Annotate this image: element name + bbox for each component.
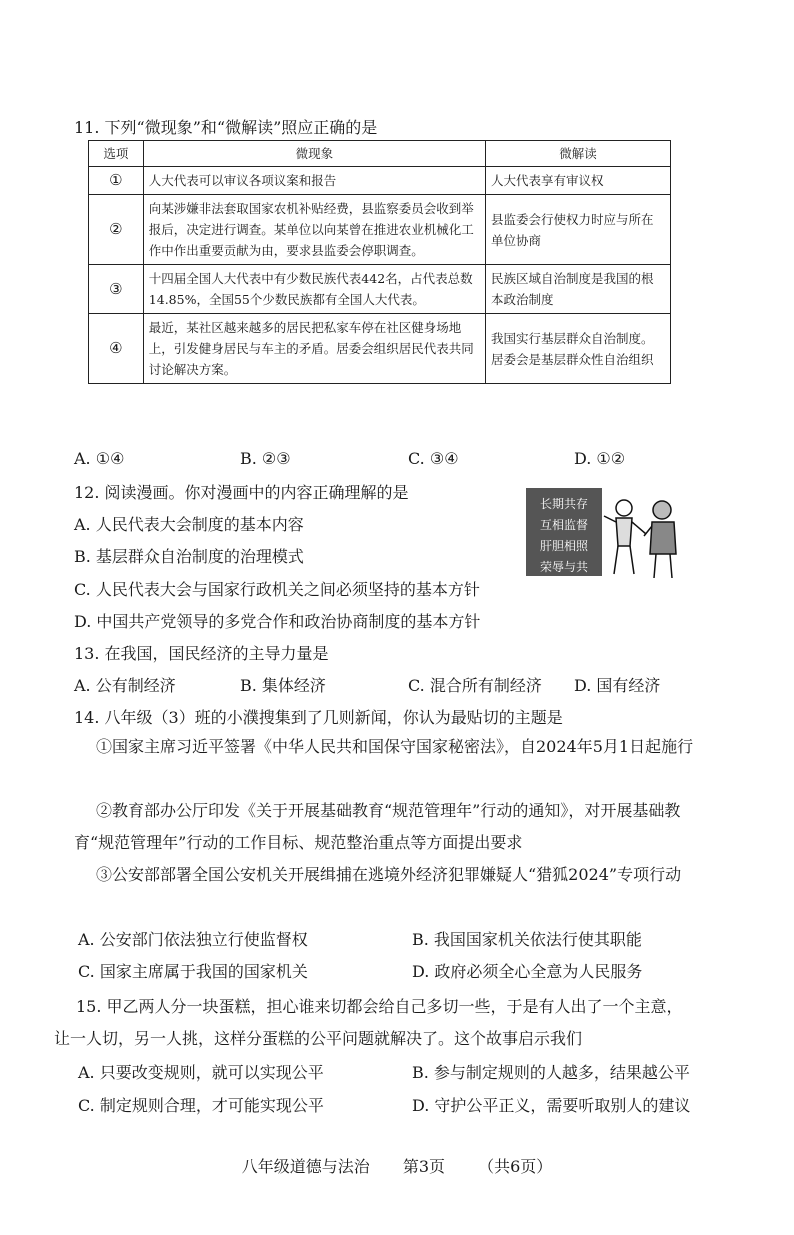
row-num: ②: [89, 195, 144, 265]
row-phenomenon: 最近，某社区越来越多的居民把私家车停在社区健身场地上，引发健身居民与车主的矛盾。居委会组织居民代表共同讨论解决方案。: [143, 314, 485, 384]
table-row: [89, 167, 671, 195]
q14-option-d[interactable]: D. 政府必须全心全意为人民服务: [412, 962, 643, 981]
q12-option-c[interactable]: C. 人民代表大会与国家行政机关之间必须坚持的基本方针: [74, 580, 480, 599]
q11-option-a[interactable]: A. ①④: [74, 449, 125, 468]
footer-page: 第3页: [402, 1157, 445, 1176]
row-reading: 县监委会行使权力时应与所在单位协商: [485, 195, 670, 265]
row-phenomenon: 人大代表可以审议各项议案和报告: [143, 167, 485, 195]
row-reading: 我国实行基层群众自治制度。居委会是基层群众性自治组织: [485, 314, 670, 384]
cartoon-text-4: 荣辱与共: [539, 560, 589, 574]
q13-option-d[interactable]: D. 国有经济: [574, 676, 661, 695]
q14-news-3: ③公安部部署全国公安机关开展缉捕在逃境外经济犯罪嫌疑人“猎狐2024”专项行动: [96, 865, 682, 884]
row-reading: 人大代表享有审议权: [485, 167, 670, 195]
q11-stem: 11. 下列“微现象”和“微解读”照应正确的是: [74, 118, 378, 137]
q14-option-a[interactable]: A. 公安部门依法独立行使监督权: [78, 930, 308, 949]
cartoon-person-1: [604, 500, 646, 574]
row-phenomenon: 十四届全国人大代表中有少数民族代表442名，占代表总数14.85%，全国55个少数民族都有全国人大代表。: [143, 265, 485, 314]
table-header-row: [89, 141, 671, 167]
q13-option-a[interactable]: A. 公有制经济: [74, 676, 176, 695]
row-reading: 民族区域自治制度是我国的根本政治制度: [485, 265, 670, 314]
q11-option-b[interactable]: B. ②③: [240, 449, 291, 468]
q13-stem: 13. 在我国，国民经济的主导力量是: [74, 644, 329, 663]
cartoon-text-2: 互相监督: [539, 518, 589, 532]
q11-option-c[interactable]: C. ③④: [408, 449, 459, 468]
q15-stem-line1: 15. 甲乙两人分一块蛋糕，担心谁来切都会给自己多切一些，于是有人出了一个主意，: [76, 997, 683, 1016]
q12-cartoon: [524, 486, 688, 584]
q14-news-1: ①国家主席习近平签署《中华人民共和国保守国家秘密法》，自2024年5月1日起施行: [96, 737, 694, 756]
q11-table: [88, 140, 671, 384]
header-option: 选项: [89, 141, 144, 167]
table-row: [89, 314, 671, 384]
row-num: ③: [89, 265, 144, 314]
q13-option-b[interactable]: B. 集体经济: [240, 676, 326, 695]
row-num: ①: [89, 167, 144, 195]
footer-total: （共6页）: [478, 1157, 553, 1176]
cartoon-illustration: [524, 486, 688, 584]
q14-news-2: ②教育部办公厅印发《关于开展基础教育“规范管理年”行动的通知》，对开展基础教育“规范管理年”行动的工作目标、规范整治重点等方面提出要求: [74, 801, 681, 852]
footer-subject: 八年级道德与法治: [241, 1157, 370, 1176]
cartoon-text-3: 肝胆相照: [539, 539, 589, 553]
q14-stem: 14. 八年级（3）班的小濮搜集到了几则新闻，你认为最贴切的主题是: [74, 708, 563, 727]
row-phenomenon: 向某涉嫌非法套取国家农机补贴经费，县监察委员会收到举报后，决定进行调查。某单位以向某曾在推进农业机械化工作中作出重要贡献为由，要求县监委会停职调查。: [143, 195, 485, 265]
q12-option-d[interactable]: D. 中国共产党领导的多党合作和政治协商制度的基本方针: [74, 612, 481, 631]
q14-option-b[interactable]: B. 我国国家机关依法行使其职能: [412, 930, 642, 949]
header-reading: 微解读: [485, 141, 670, 167]
cartoon-text-1: 长期共存: [539, 497, 589, 511]
row-num: ④: [89, 314, 144, 384]
q12-option-a[interactable]: A. 人民代表大会制度的基本内容: [74, 515, 304, 534]
q15-option-c[interactable]: C. 制定规则合理，才可能实现公平: [78, 1096, 324, 1115]
q15-option-a[interactable]: A. 只要改变规则，就可以实现公平: [78, 1063, 324, 1082]
q14-option-c[interactable]: C. 国家主席属于我国的国家机关: [78, 962, 308, 981]
table-row: [89, 265, 671, 314]
q15-option-d[interactable]: D. 守护公平正义，需要听取别人的建议: [412, 1096, 691, 1115]
cartoon-person-2: [644, 501, 676, 578]
header-phenomenon: 微现象: [143, 141, 485, 167]
page-footer: [0, 1154, 794, 1177]
table-row: [89, 195, 671, 265]
q15-stem-line2: 让一人切，另一人挑，这样分蛋糕的公平问题就解决了。这个故事启示我们: [54, 1029, 583, 1048]
q13-option-c[interactable]: C. 混合所有制经济: [408, 676, 542, 695]
q12-stem: 12. 阅读漫画。你对漫画中的内容正确理解的是: [74, 483, 409, 502]
q12-option-b[interactable]: B. 基层群众自治制度的治理模式: [74, 547, 304, 566]
q15-option-b[interactable]: B. 参与制定规则的人越多，结果越公平: [412, 1063, 690, 1082]
q11-option-d[interactable]: D. ①②: [574, 449, 626, 468]
